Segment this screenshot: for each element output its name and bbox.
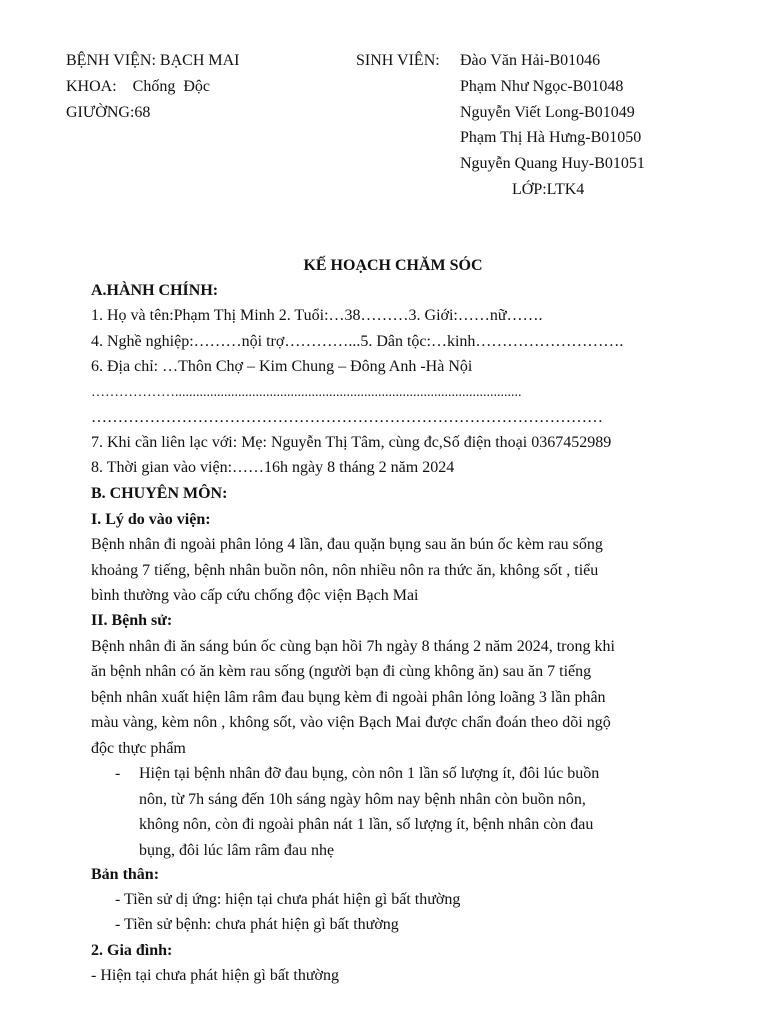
history-line: màu vàng, kèm nôn , không sốt, vào viện Bạch Mai được chẩn đoán theo dõi ngộ [91, 714, 611, 731]
students-label: SINH VIÊN: [356, 52, 440, 69]
history-line: Bệnh nhân đi ăn sáng bún ốc cùng bạn hồi 7h ngày 8 tháng 2 năm 2024, trong khi [91, 638, 615, 655]
reason-line: Bệnh nhân đi ngoài phân lỏng 4 lần, đau quặn bụng sau ăn bún ốc kèm rau sống [91, 536, 603, 553]
history-heading: II. Bệnh sử: [91, 612, 173, 629]
student-name: Nguyễn Quang Huy-B01051 [460, 155, 645, 172]
bullet-line: không nôn, còn đi ngoài phân nát 1 lần, số lượng ít, bệnh nhân còn đau [139, 816, 594, 833]
contact-line: 7. Khi cần liên lạc với: Mẹ: Nguyễn Thị Tâm, cùng đc,Số điện thoại 0367452989 [91, 434, 612, 451]
document-title: KẾ HOẠCH CHĂM SÓC [303, 257, 483, 274]
bullet-line: nôn, từ 7h sáng đến 10h sáng ngày hôm nay bệnh nhân còn buồn nôn, [139, 791, 586, 808]
dotted-line: …………………………………………………………………………………… [91, 409, 603, 426]
hospital-name: BỆNH VIỆN: BẠCH MAI [66, 52, 240, 69]
student-name: Đào Văn Hải-B01046 [460, 52, 601, 69]
student-name: Phạm Thị Hà Hưng-B01050 [460, 129, 642, 146]
class-name: LỚP:LTK4 [512, 181, 585, 198]
bullet-line: bụng, đôi lúc lâm râm đau nhẹ [139, 842, 335, 859]
admin-line: 1. Họ và tên:Phạm Thị Minh 2. Tuổi:…38………3. Giới:……nữ……. [91, 307, 543, 324]
dotted-line: ………………................................................................................................... [91, 385, 522, 400]
admission-time-line: 8. Thời gian vào viện:……16h ngày 8 tháng 2 năm 2024 [91, 459, 455, 476]
reason-heading: I. Lý do vào viện: [91, 511, 211, 528]
reason-line: bình thường vào cấp cứu chống độc viện Bạch Mai [91, 587, 419, 604]
history-line: độc thực phẩm [91, 740, 186, 757]
disease-history-line: - Tiền sử bệnh: chưa phát hiện gì bất thường [115, 916, 399, 933]
family-line: - Hiện tại chưa phát hiện gì bất thường [91, 967, 339, 984]
family-heading: 2. Gia đình: [91, 942, 173, 959]
section-b-heading: B. CHUYÊN MÔN: [91, 485, 228, 502]
student-name: Nguyễn Viết Long-B01049 [460, 104, 635, 121]
history-line: ăn bệnh nhân có ăn kèm rau sống (người bạn đi cùng không ăn) sau ăn 7 tiếng [91, 663, 592, 680]
bullet-line: Hiện tại bệnh nhân đỡ đau bụng, còn nôn 1 lần số lượng ít, đôi lúc buồn [139, 765, 600, 782]
admin-line: 4. Nghề nghiệp:………nội trợ…………...5. Dân tộc:…kinh………………………. [91, 333, 624, 350]
bullet-marker: - [115, 765, 121, 782]
student-name: Phạm Như Ngọc-B01048 [460, 78, 624, 95]
bed-number: GIƯỜNG:68 [66, 104, 151, 121]
allergy-history-line: - Tiền sử dị ứng: hiện tại chưa phát hiện gì bất thường [115, 891, 461, 908]
department-name: KHOA: Chống Độc [66, 78, 210, 95]
address-line: 6. Địa chỉ: …Thôn Chợ – Kim Chung – Đông Anh -Hà Nội [91, 358, 473, 375]
section-a-heading: A.HÀNH CHÍNH: [91, 282, 219, 299]
history-line: bệnh nhân xuất hiện lâm râm đau bụng kèm đi ngoài phân lỏng loãng 3 lần phân [91, 689, 606, 706]
reason-line: khoảng 7 tiếng, bệnh nhân buồn nôn, nôn nhiều nôn ra thức ăn, không sốt , tiểu [91, 562, 599, 579]
self-history-heading: Bản thân: [91, 866, 160, 883]
